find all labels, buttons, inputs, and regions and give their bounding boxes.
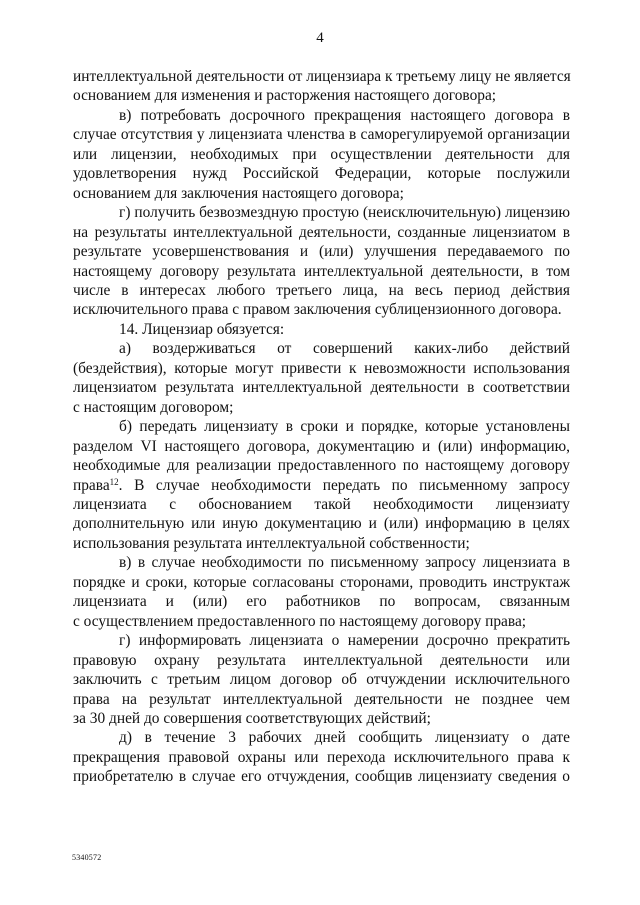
text-line: необходимые для реализации предоставленного по настоящему договору	[73, 457, 570, 475]
text-line: лицензиата и (или) его работников по вопросам, связанным	[73, 593, 570, 611]
text-line: случае отсутствия у лицензиата членства в саморегулируемой организации	[73, 126, 570, 144]
text-line: заключить с третьим лицом договор об отчуждении исключительного	[73, 671, 570, 689]
text-line: 14. Лицензиар обязуется:	[119, 320, 285, 338]
text-line: с настоящим договором;	[73, 398, 234, 416]
footnote-ref: 12	[109, 476, 119, 487]
text-line: лицензиатом результата интеллектуальной деятельности в соответствии	[73, 379, 570, 397]
text-line: г) получить безвозмездную простую (неисключительную) лицензию	[119, 204, 570, 222]
text-line: настоящему договору результата интеллектуальной деятельности, в том	[73, 262, 570, 280]
text-line: за 30 дней до совершения соответствующих действий;	[73, 709, 431, 727]
text-line: числе в интересах любого третьего лица, на весь период действия	[73, 281, 570, 299]
paragraph-item-d-notify	[73, 728, 570, 786]
text-line: на результаты интеллектуальной деятельности, созданные лицензиатом в	[73, 223, 570, 241]
text-line: основанием для изменения и расторжения настоящего договора;	[73, 87, 497, 105]
paragraph-item-v-terminate	[73, 106, 570, 203]
text-line: прекращения правовой охраны или перехода исключительного права к	[73, 748, 570, 766]
text-line: или лицензии, необходимых при осуществлении деятельности для	[73, 145, 570, 163]
text-line: лицензиата с обоснованием такой необходимости лицензиату	[73, 495, 570, 513]
text-line: в) потребовать досрочного прекращения настоящего договора в	[119, 106, 570, 124]
paragraph-item-v-instruct	[73, 553, 570, 631]
text-line: б) передать лицензиату в сроки и порядке, которые установлены	[119, 418, 570, 436]
page-number: 4	[316, 30, 324, 46]
document-code: 5340572	[72, 853, 102, 862]
text-line: правовую охрану результата интеллектуальной деятельности или	[73, 651, 570, 669]
text-line-with-footnote	[73, 476, 570, 495]
text-line: удовлетворения нужд Российской Федерации, которые послужили	[73, 165, 570, 183]
text-line: использования результата интеллектуальной собственности;	[73, 534, 470, 552]
text-line: (бездействия), которые могут привести к невозможности использования	[73, 359, 570, 377]
text-line: а) воздерживаться от совершений каких-либо действий	[119, 340, 570, 358]
text-line: права на результат интеллектуальной деятельности не позднее чем	[73, 690, 570, 708]
text-line: интеллектуальной деятельности от лицензиара к третьему лицу не является	[73, 68, 571, 85]
text-line: с осуществлением предоставленного по настоящему договору права;	[73, 612, 527, 630]
text-line: порядке и сроки, которые согласованы сторонами, проводить инструктаж	[73, 573, 570, 591]
document-body	[73, 67, 570, 787]
text-line: результате усовершенствования и (или) улучшения передаваемого по	[73, 243, 570, 261]
text-line: приобретателю в случае его отчуждения, сообщив лицензиату сведения о	[73, 768, 570, 786]
text-line: в) в случае необходимости по письменному запросу лицензиата в	[119, 554, 570, 572]
paragraph-item-b-transfer	[73, 417, 570, 553]
section-heading-14	[73, 320, 570, 339]
paragraph-item-a-refrain	[73, 339, 570, 417]
paragraph-item-g-license	[73, 203, 570, 320]
text-fragment: . В случае необходимости передать по письменному запросу	[118, 476, 570, 494]
text-line: основанием для заключения настоящего договора;	[73, 184, 404, 202]
text-line: разделом VI настоящего договора, документацию и (или) информацию,	[73, 437, 570, 455]
text-line: дополнительную или иную документацию и (или) информацию в целях	[73, 515, 570, 533]
text-line: г) информировать лицензиата о намерении досрочно прекратить	[119, 632, 570, 650]
text-line: д) в течение 3 рабочих дней сообщить лицензиату о дате	[119, 729, 570, 747]
text-line: исключительного права с правом заключения сублицензионного договора.	[73, 301, 562, 319]
paragraph-item-g-inform	[73, 631, 570, 728]
paragraph-continuation	[73, 67, 570, 106]
text-fragment: права	[73, 476, 110, 494]
